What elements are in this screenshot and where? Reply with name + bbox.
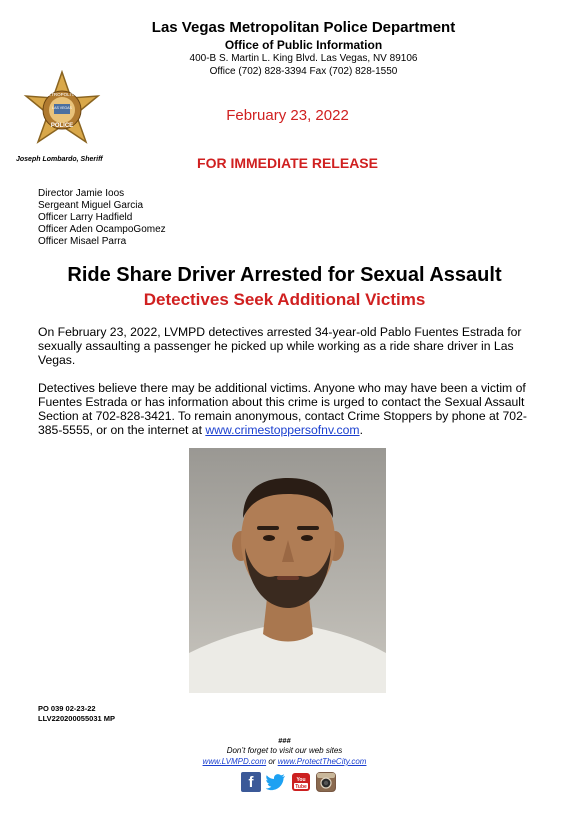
facebook-icon[interactable]: f (241, 772, 261, 792)
links-separator: or (266, 757, 278, 766)
paragraph-arrest: On February 23, 2022, LVMPD detectives arrested 34-year-old Pablo Fuentes Estrada for sexually assaulting a passenger he picked up while working as a ride share driver in Las Vegas. (38, 325, 522, 367)
office-name: Office of Public Information (224, 38, 383, 52)
social-icons (241, 772, 336, 792)
website-reminder: Don’t forget to visit our web sites (226, 746, 343, 755)
paragraph-victims (38, 381, 538, 437)
paragraph-victims-end: . (359, 423, 363, 437)
paragraph-victims-text: Detectives believe there may be additional victims. Anyone who may have been a victim of Fuentes Estrada or has information about this crime is urged to contact the Sexual Assault Section at 702-828-3421. To remain anonymous, contact Crime Stoppers by phone at 702-385-5555, or on the internet at (38, 381, 527, 437)
suspect-photo (189, 448, 386, 693)
svg-text:Tube: Tube (295, 784, 307, 790)
reference-codes (38, 704, 115, 724)
contact-list (38, 188, 166, 248)
event-number: LLV220200055031 MP (38, 714, 115, 723)
contact-item: Officer Larry Hadfield (38, 212, 133, 223)
sheriff-name: Joseph Lombardo, Sheriff (16, 156, 103, 163)
end-marker: ### (278, 736, 291, 745)
contact-item: Officer Misael Parra (38, 236, 127, 247)
office-phone: Office (702) 828-3394 Fax (702) 828-1550 (209, 66, 398, 77)
release-label: FOR IMMEDIATE RELEASE (197, 155, 378, 171)
protectthecity-link[interactable]: www.ProtectTheCity.com (277, 757, 367, 766)
badge-text-top: METROPOLITAN (44, 92, 80, 97)
crimestoppers-link[interactable]: www.crimestoppersofnv.com (205, 423, 360, 437)
lvmpd-link[interactable]: www.LVMPD.com (202, 757, 267, 766)
po-number: PO 039 02-23-22 (38, 704, 96, 713)
badge-text-bottom: POLICE (50, 123, 74, 129)
twitter-icon[interactable] (266, 772, 286, 792)
department-name: Las Vegas Metropolitan Police Department (151, 19, 456, 36)
youtube-icon[interactable] (291, 772, 311, 792)
release-date: February 23, 2022 (226, 107, 349, 124)
contact-item: Director Jamie Ioos (38, 188, 125, 199)
subheadline: Detectives Seek Additional Victims (143, 290, 426, 309)
contact-item: Officer Aden OcampoGomez (38, 224, 166, 235)
svg-text:You: You (296, 777, 306, 783)
office-address: 400-B S. Martin L. King Blvd. Las Vegas, NV 89106 (189, 53, 418, 64)
contact-item: Sergeant Miguel Garcia (38, 200, 144, 211)
website-links (0, 757, 569, 766)
instagram-icon[interactable] (316, 772, 336, 792)
headline: Ride Share Driver Arrested for Sexual Assault (67, 264, 502, 286)
badge-text-middle: LAS VEGAS (52, 106, 72, 110)
